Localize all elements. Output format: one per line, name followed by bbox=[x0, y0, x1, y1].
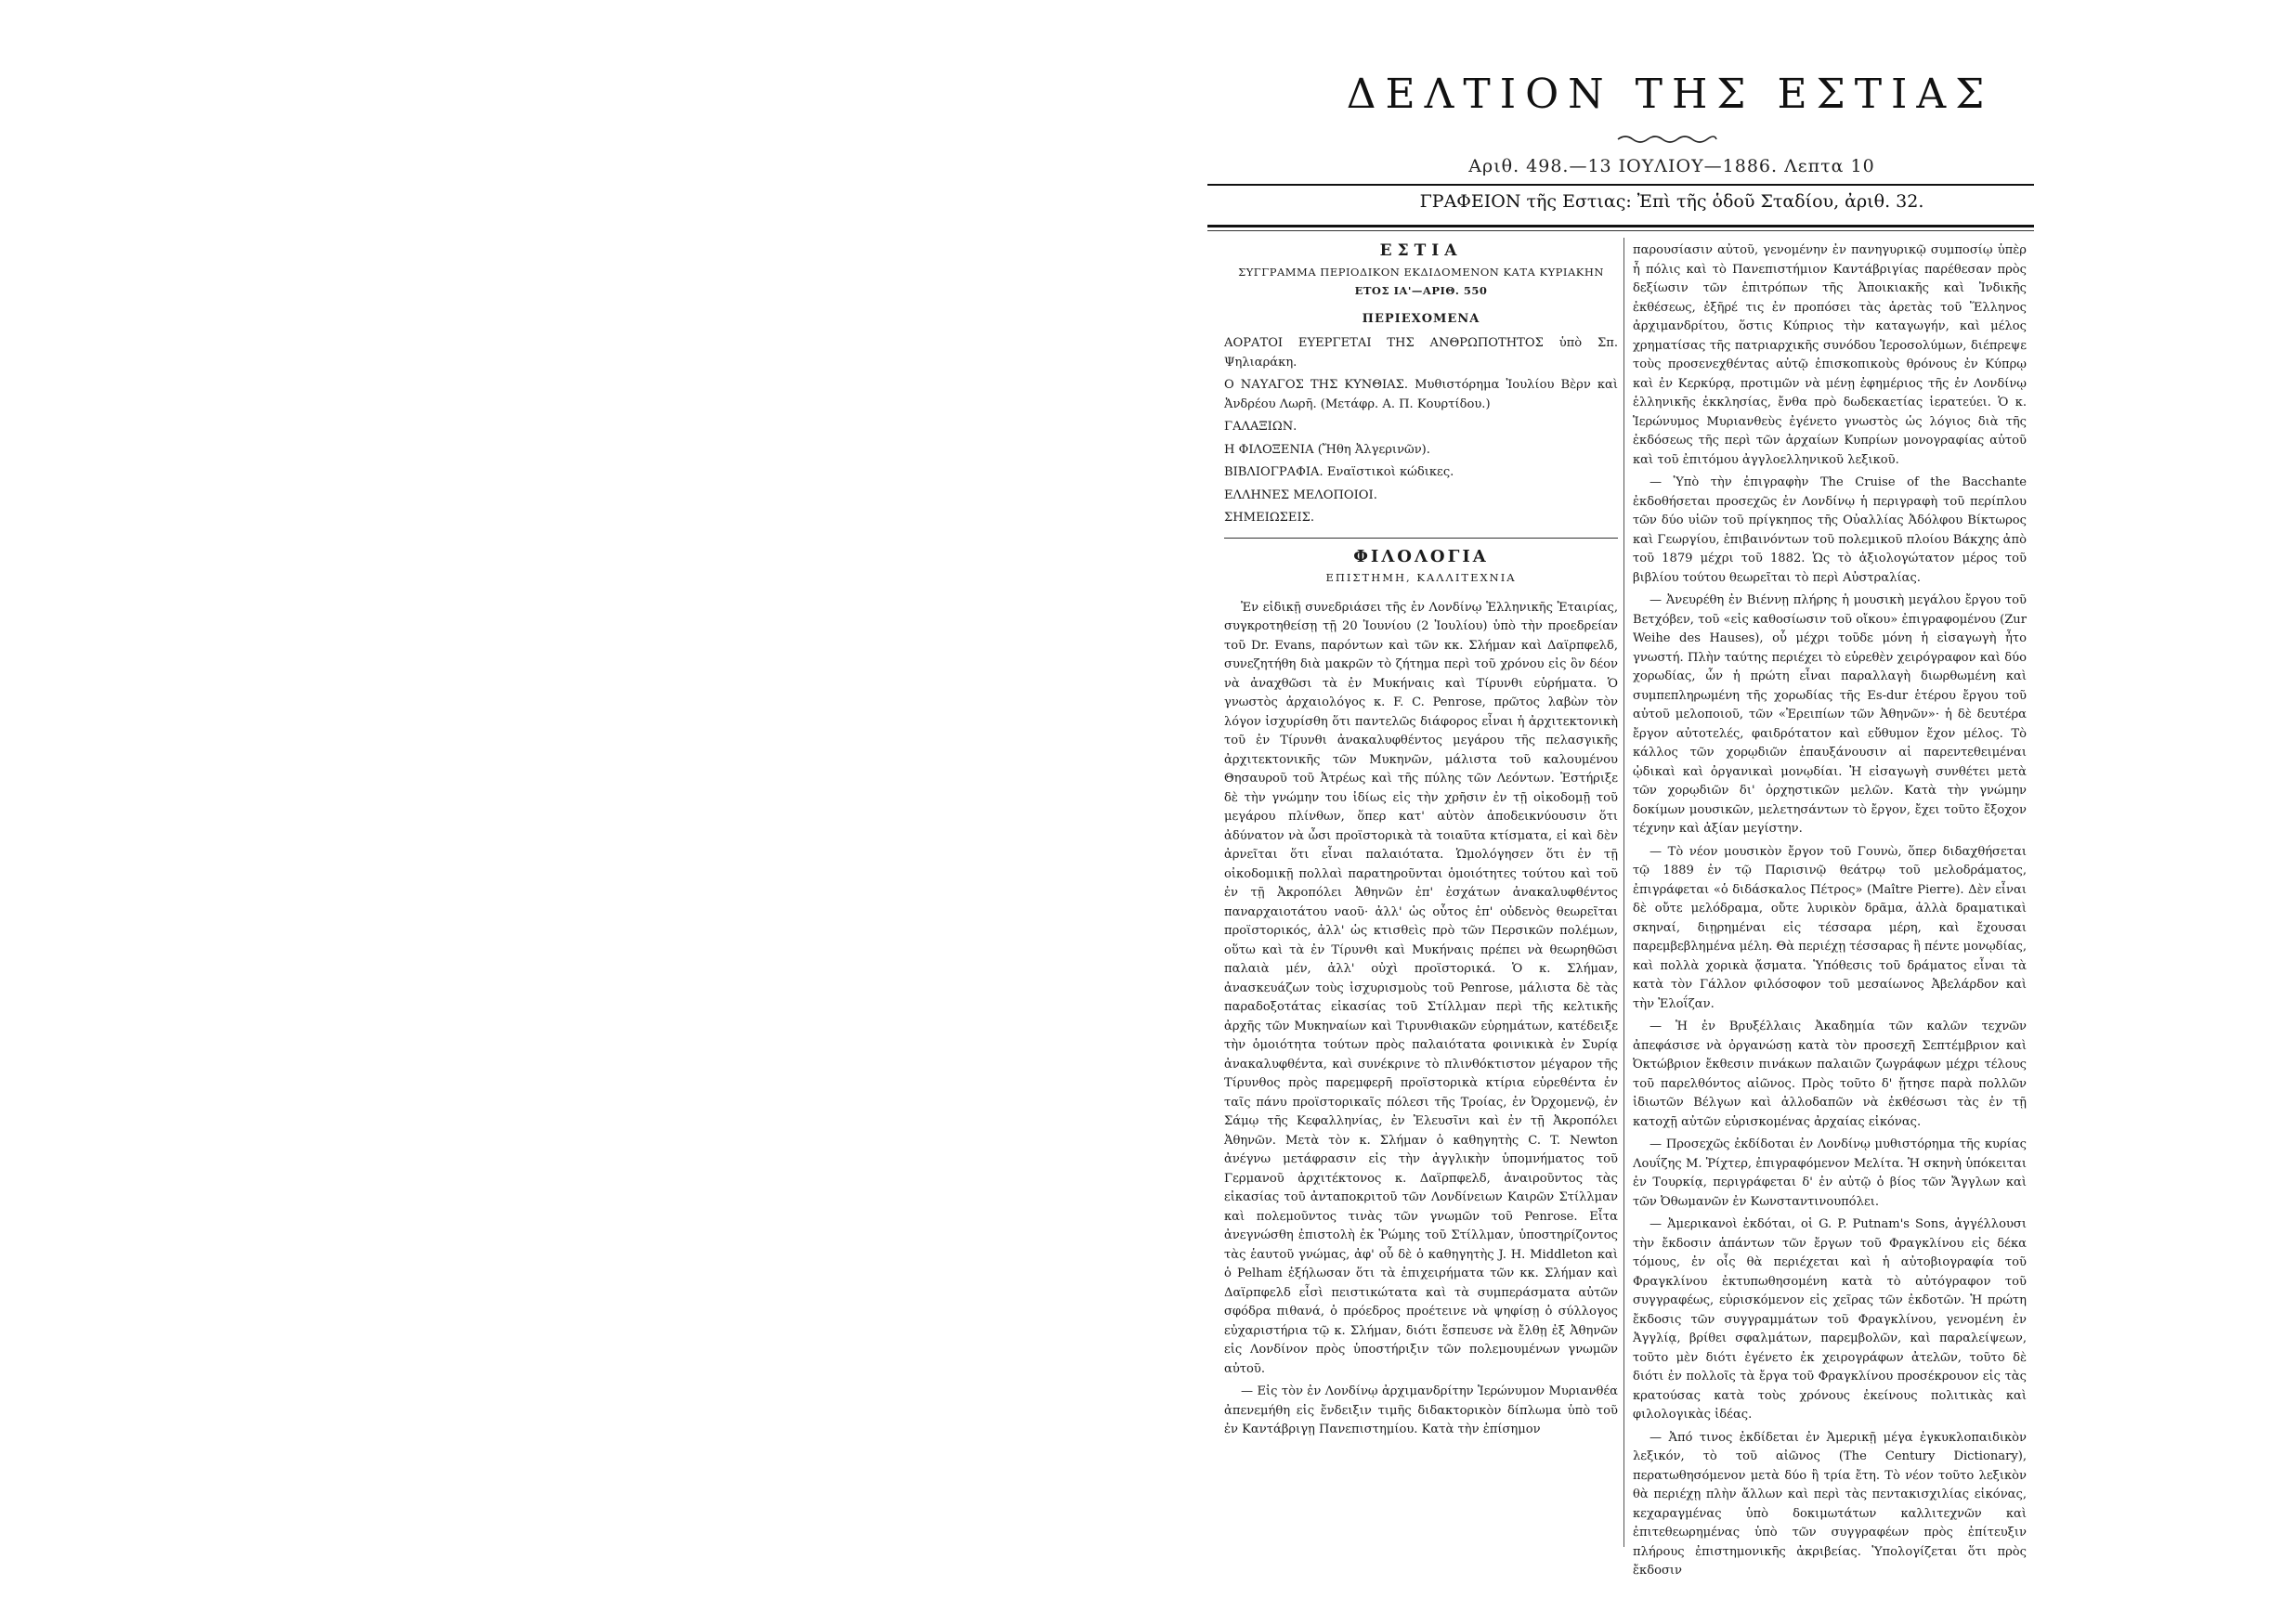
left-column bbox=[1224, 241, 1618, 1444]
contents-item: ΑΟΡΑΤΟΙ ΕΥΕΡΓΕΤΑΙ ΤΗΣ ΑΝΘΡΩΠΟΤΗΤΟΣ ὑπὸ Σπ. Ψηλιαράκη. bbox=[1224, 336, 1618, 370]
rule-office-bottom bbox=[1207, 225, 2034, 227]
masthead-title: ΔΕΛΤΙΟΝ ΤΗΣ ΕΣΤΙΑΣ bbox=[1346, 71, 1994, 118]
estia-subtitle: ΣΥΓΓΡΑΜΜΑ ΠΕΡΙΟΔΙΚΟΝ ΕΚΔΙΔΟΜΕΝΟΝ ΚΑΤΑ ΚΥΡΙΑΚΗΝ bbox=[1238, 265, 1604, 279]
contents-heading: ΠΕΡΙΕΧΟΜΕΝΑ bbox=[1362, 311, 1480, 326]
article-paragraph: — Εἰς τὸν ἐν Λονδίνῳ ἀρχιμανδρίτην Ἱερώνυμον Μυριανθέα ἀπενεμήθη εἰς ἔνδειξιν τιμῆς διδακτορικὸν δίπλωμα ὑπὸ τοῦ ἐν Καντάβριγῃ Πανεπιστημίου. Κατὰ τὴν ἐπίσημον bbox=[1224, 1384, 1618, 1436]
section-title: ΦΙΛΟΛΟΓΙΑ bbox=[1353, 546, 1489, 566]
article-paragraph: — Ἡ ἐν Βρυξέλλαις Ἀκαδημία τῶν καλῶν τεχνῶν ἀπεφάσισε νὰ ὀργανώσῃ κατὰ τὸν προσεχῆ Σεπτέμβριον καὶ Ὀκτώβριον ἔκθεσιν πινάκων παλαιῶν ζωγράφων μέχρι τέλους τοῦ παρελθόντος αἰῶνος. Πρὸς τοῦτο δ' ᾔτησε παρὰ πολλῶν ἰδιωτῶν Βέλγων καὶ ἀλλοδαπῶν νὰ ἐκθέσωσι τὰς ἐν τῇ κατοχῇ αὐτῶν εὑρισκομένας ἀρχαίας εἰκόνας. bbox=[1633, 1020, 2027, 1129]
issue-line: Αριθ. 498.—13 ΙΟΥΛΙΟΥ—1886. Λεπτα 10 bbox=[1468, 156, 1875, 176]
estia-title: ΕΣΤΙΑ bbox=[1379, 241, 1463, 260]
article-paragraph: Ἐν εἰδικῇ συνεδριάσει τῆς ἐν Λονδίνῳ Ἑλληνικῆς Ἑταιρίας, συγκροτηθείσῃ τῇ 20 Ἰουνίου (2 Ἰουλίου) ὑπὸ τὴν προεδρείαν τοῦ Dr. Evans, παρόντων καὶ τῶν κκ. Σλήμαν καὶ Δαϊρπφελδ, συνεζητήθη διὰ μακρῶν τὸ ζήτημα περὶ τοῦ χρόνου εἰς ὃν δέον νὰ ἀναχθῶσι τὰ ἐν Μυκήναις καὶ Τίρυνθι εὑρήματα. Ὁ γνωστὸς ἀρχαιολόγος κ. F. C. Penrose, πρῶτος λαβὼν τὸν λόγον ἰσχυρίσθη ὅτι παντελῶς διάφορος εἶναι ἡ ἀρχιτεκτονικὴ τοῦ ἐν Τίρυνθι ἀνακαλυφθέντος μεγάρου τῆς πελασγικῆς ἀρχιτεκτονικῆς τῶν Μυκηνῶν, μάλιστα τοῦ καλουμένου Θησαυροῦ τοῦ Ἀτρέως καὶ τῆς πύλης τῶν Λεόντων. Ἐστήριξε δὲ τὴν γνώμην του ἰδίως εἰς τὴν χρῆσιν ἐν τῇ οἰκοδομῇ τοῦ μεγάρου πλίνθων, ὅπερ κατ' αὐτὸν ἀποδεικνύουσιν ὅτι ἀδύνατον νὰ ὦσι προϊστορικὰ τὰ τοιαῦτα κτίσματα, εἰ καὶ δὲν ἀρνεῖται ὅτι εἶναι παλαιότατα. Ὡμολόγησεν ὅτι ἐν τῇ οἰκοδομικῇ πολλαὶ παρατηροῦνται ὁμοιότητες τούτου καὶ τοῦ ἐν τῇ Ἀκροπόλει Ἀθηνῶν ἐπ' ἐσχάτων ἀνακαλυφθέντος παναρχαιοτάτου ναοῦ· ἀλλ' ὡς οὗτος ἐπ' οὐδενὸς θεωρεῖται προϊστορικός, ἀλλ' ὡς κτισθεὶς πρὸ τῶν Περσικῶν πολέμων, οὕτω καὶ τὰ ἐν Τίρυνθι καὶ Μυκήναις πρέπει νὰ θεωρηθῶσι παλαιὰ μέν, ἀλλ' οὐχὶ προϊστορικά. Ὁ κ. Σλήμαν, ἀνασκευάζων τοὺς ἰσχυρισμοὺς τοῦ Penrose, μάλιστα δὲ τὰς παραδοξοτάτας εἰκασίας τοῦ Στίλλμαν περὶ τῆς κελτικῆς ἀρχῆς τῶν Μυκηναίων καὶ Τιρυνθιακῶν εὑρημάτων, κατέδειξε τὴν ὁμοιότητα τούτων πρὸς παλαιότατα φοινικικὰ ἐν Συρίᾳ ἀνακαλυφθέντα, καὶ συνέκρινε τὸ πλινθόκτιστον μέγαρον τῆς Τίρυνθος πρὸς παρεμφερῆ προϊστορικὰ κτίρια εὑρεθέντα ἐν ταῖς πάνυ προϊστορικαῖς πόλεσι τῆς Τροίας, ἐν Ὀρχομενῷ, ἐν Σάμῳ τῆς Κεφαλληνίας, ἐν Ἐλευσῖνι καὶ ἐν τῇ Ἀκροπόλει Ἀθηνῶν. Μετὰ τὸν κ. Σλήμαν ὁ καθηγητὴς C. T. Newton ἀνέγνω μετάφρασιν εἰς τὴν ἀγγλικὴν ὑπομνήματος τοῦ Γερμανοῦ ἀρχιτέκτονος κ. Δαϊρπφελδ, ἀναιροῦντος τὰς εἰκασίας τοῦ ἀνταποκριτοῦ τῶν Λονδίνειων Καιρῶν Στίλλμαν καὶ πολεμοῦντος τινὰς τῶν γνωμῶν τοῦ Penrose. Εἶτα ἀνεγνώσθη ἐπιστολὴ ἐκ Ῥώμης τοῦ Στίλλμαν, ὑποστηρίζοντος τὰς ἑαυτοῦ γνώμας, ἀφ' οὗ δὲ ὁ καθηγητὴς J. H. Middleton καὶ ὁ Pelham ἐξήλωσαν ὅτι τὰ ἐπιχειρήματα τῶν κκ. Σλήμαν καὶ Δαϊρπφελδ εἶσὶ πειστικώτατα καὶ τὰ συμπεράσματα αὐτῶν σφόδρα πιθανά, ὁ πρόεδρος προέτεινε νὰ ψηφίσῃ ὁ σύλλογος εὐχαριστήρια τῷ κ. Σλήμαν, διότι ἔσπευσε νὰ ἔλθῃ ἐξ Ἀθηνῶν εἰς Λονδίνον πρὸς ὑποστήριξιν τῶν πολεμουμένων γνωμῶν αὐτοῦ. bbox=[1224, 600, 1618, 1376]
section-rule bbox=[1224, 538, 1618, 539]
column-divider bbox=[1623, 238, 1624, 1547]
contents-item: Η ΦΙΛΟΞΕΝΙΑ (Ἤθη Ἀλγερινῶν). bbox=[1224, 442, 1430, 457]
contents-item: ΕΛΛΗΝΕΣ ΜΕΛΟΠΟΙΟΙ. bbox=[1224, 487, 1377, 502]
office-line: ΓΡΑΦΕΙΟΝ τῆς Εστιας: Ἐπὶ τῆς ὁδοῦ Σταδίου, ἀριθ. 32. bbox=[1419, 191, 1924, 212]
contents-item: Ο ΝΑΥΑΓΟΣ ΤΗΣ ΚΥΝΘΙΑΣ. Μυθιστόρημα Ἰουλίου Βὲρν καὶ Ἀνδρέου Λωρῆ. (Μετάφρ. Α. Π. Κουρτίδου.) bbox=[1224, 378, 1618, 411]
article-paragraph: παρουσίασιν αὐτοῦ, γενομένην ἐν πανηγυρικῷ συμποσίῳ ὑπὲρ ἧ πόλις καὶ τὸ Πανεπιστήμιον Καντάβριγίας παρέθεσαν πρὸς δεξίωσιν τῶν ἐπιτρόπων τῆς Ἀποικιακῆς καὶ Ἰνδικῆς ἐκθέσεως, ἐξῆρέ τις ἐν προπόσει τὰς ἀρετὰς τοῦ Ἕλληνος ἀρχιμανδρίτου, ὅστις Κύπριος τὴν καταγωγήν, καὶ μέλος χρηματίσας τῆς πατριαρχικῆς συνόδου Ἱεροσολύμων, διέπρεψε τοὺς προσενεχθέντας αὐτῷ ἐπισκοπικοὺς θρόνους ἐν Κύπρῳ καὶ ἐν Κερκύρᾳ, προτιμῶν νὰ μένῃ ἐφημέριος τῆς ἐν Λονδίνῳ ἑλληνικῆς ἐκκλησίας, ἔνθα πρὸ δωδεκαετίας ἱερατεύει. Ὁ κ. Ἱερώνυμος Μυριανθεὺς ἐγένετο γνωστὸς ὡς λόγιος διὰ τῆς ἐκδόσεως τῆς περὶ τῶν ἀρχαίων Κυπρίων μονογραφίας αὐτοῦ καὶ τοῦ ἐπιτόμου ἀγγλοελληνικοῦ λεξικοῦ. bbox=[1633, 243, 2027, 467]
contents-item: ΣΗΜΕΙΩΣΕΙΣ. bbox=[1224, 511, 1315, 525]
contents-item: ΒΙΒΛΙΟΓΡΑΦΙΑ. Εναϊστικοὶ κώδικες. bbox=[1224, 465, 1454, 479]
section-subtitle: ΕΠΙΣΤΗΜΗ, ΚΑΛΛΙΤΕΧΝΙΑ bbox=[1325, 571, 1517, 584]
newspaper-page bbox=[1198, 65, 2034, 1578]
article-paragraph: — Προσεχῶς ἐκδίδοται ἐν Λονδίνῳ μυθιστόρημα τῆς κυρίας Λουΐζης Μ. Ῥίχτερ, ἐπιγραφόμενον Μελίτα. Ἡ σκηνὴ ὑπόκειται ἐν Τουρκίᾳ, περιγράφεται δ' ἐν αὐτῷ ὁ βίος τῶν Ἄγγλων καὶ τῶν Ὀθωμανῶν ἐν Κωνσταντινουπόλει. bbox=[1633, 1137, 2027, 1209]
article-paragraph: — Τὸ νέον μουσικὸν ἔργον τοῦ Γουνὼ, ὅπερ διδαχθήσεται τῷ 1889 ἐν τῷ Παρισινῷ θεάτρῳ τοῦ μελοδράματος, ἐπιγράφεται «ὁ διδάσκαλος Πέτρος» (Maître Pierre). Δὲν εἶναι δὲ οὔτε μελόδραμα, οὔτε λυρικὸν δρᾶμα, ἀλλὰ δραματικαὶ σκηναί, διῃρημέναι εἰς τέσσαρα μέρη, καὶ ἔχουσαι παρεμβεβλημένα μέλη. Θὰ περιέχῃ τέσσαρας ἢ πέντε μονῳδίας, καὶ πολλὰ χορικὰ ᾄσματα. Ὑπόθεσις τοῦ δράματος εἶναι τὰ κατὰ τὸν Γάλλον φιλόσοφον τοῦ μεσαίωνος Ἀβελάρδον καὶ τὴν Ἐλοΐζαν. bbox=[1633, 844, 2027, 1011]
contents-item: ΓΑΛΑΞΙΩΝ. bbox=[1224, 420, 1297, 434]
article-paragraph: — Ὑπὸ τὴν ἐπιγραφὴν The Cruise of the Bacchante ἐκδοθήσεται προσεχῶς ἐν Λονδίνῳ ἡ περιγραφὴ τοῦ περίπλου τῶν δύο υἱῶν τοῦ πρίγκηπος τῆς Οὐαλλίας Ἀδόλφου Βίκτωρος καὶ Γεωργίου, ἐπιβαινόντων τοῦ πολεμικοῦ πλοίου Βάκχης ἀπὸ τοῦ 1879 μέχρι τοῦ 1882. Ὡς τὸ ἀξιολογώτατον μέρος τοῦ βιβλίου τούτου θεωρεῖται τὸ περὶ Αὐστραλίας. bbox=[1633, 475, 2027, 585]
title-flourish bbox=[1616, 134, 1718, 145]
rule-office-bottom-thin bbox=[1207, 230, 2034, 231]
article-paragraph: — Ἀνευρέθη ἐν Βιέννῃ πλήρης ἡ μουσικὴ μεγάλου ἔργου τοῦ Βετχόβεν, τοῦ «εἰς καθοσίωσιν τοῦ οἴκου» ἐπιγραφομένου (Zur Weihe des Hauses), οὗ μέχρι τοῦδε μόνη ἡ εἰσαγωγὴ ἦτο γνωστή. Πλὴν ταύτης περιέχει τὸ εὑρεθὲν χειρόγραφον καὶ δύο χορωδίας, ὧν ἡ πρώτη εἶναι παραλλαγὴ διωρθωμένη καὶ συμπεπληρωμένη τῆς χορωδίας τῆς Es-dur ἑτέρου ἔργου τοῦ αὐτοῦ μελοποιοῦ, τῶν «Ἐρειπίων τῶν Ἀθηνῶν»· ἡ δὲ δευτέρα ἔργον αὐτοτελές, φαιδρότατον καὶ εὔθυμον ἔχον μέλος. Τὸ κάλλος τῶν χορῳδιῶν ἐπαυξάνουσιν αἱ παρεντεθειμέναι ᾠδικαὶ καὶ ὀργανικαὶ μονῳδίαι. Ἡ εἰσαγωγὴ συνθέτει μετὰ τῶν χορῳδιῶν δι' ὀρχηστικῶν μελῶν. Κατὰ τὴν γνώμην δοκίμων μουσικῶν, μελετησάντων τὸ ἔργον, ἔχει τοῦτο ἔξοχον τέχνην καὶ ἀξίαν μεγίστην. bbox=[1633, 593, 2027, 836]
estia-year-issue: ΕΤΟΣ ΙΑ'—ΑΡΙΘ. 550 bbox=[1354, 284, 1488, 297]
right-column bbox=[1633, 241, 2027, 1585]
rule-top bbox=[1207, 184, 2034, 186]
article-paragraph: — Ἀπό τινος ἐκδίδεται ἐν Ἀμερικῇ μέγα ἐγκυκλοπαιδικὸν λεξικόν, τὸ τοῦ αἰῶνος (The Century Dictionary), περατωθησόμενον μετὰ δύο ἢ τρία ἔτη. Τὸ νέον τοῦτο λεξικὸν θὰ περιέχῃ πλὴν ἄλλων καὶ περὶ τὰς πεντακισχιλίας εἰκόνας, κεχαραγμένας ὑπὸ δοκιμωτάτων καλλιτεχνῶν καὶ ἐπιτεθεωρημένας ὑπὸ τῶν συγγραφέων πρὸς ἐπίτευξιν πλήρους ἐπιστημονικῆς ἀκριβείας. Ὑπολογίζεται ὅτι πρὸς ἔκδοσιν bbox=[1633, 1430, 2027, 1578]
article-paragraph: — Ἀμερικανοὶ ἐκδόται, οἱ G. P. Putnam's Sons, ἀγγέλλουσι τὴν ἔκδοσιν ἁπάντων τῶν ἔργων τοῦ Φραγκλίνου εἰς δέκα τόμους, ἐν οἷς θὰ περιέχεται καὶ ἡ αὐτοβιογραφία τοῦ Φραγκλίνου ἐκτυπωθησομένη κατὰ τὸ αὐτόγραφον τοῦ συγγραφέως, εὑρισκόμενον εἰς χεῖρας τῶν ἐκδοτῶν. Ἡ πρώτη ἔκδοσις τῶν συγγραμμάτων τοῦ Φραγκλίνου, γενομένη ἐν Ἀγγλίᾳ, βρίθει σφαλμάτων, παρεμβολῶν, καὶ παραλείψεων, τοῦτο μὲν διότι ἐγένετο ἐκ χειρογράφων ἀτελῶν, τοῦτο δὲ διότι ἐν πολλοῖς τὰ ἔργα τοῦ Φραγκλίνου προσέκρουον εἰς τὰς κρατούσας κατὰ τοὺς χρόνους ἐκείνους πολιτικὰς καὶ φιλολογικὰς ἰδέας. bbox=[1633, 1217, 2027, 1422]
